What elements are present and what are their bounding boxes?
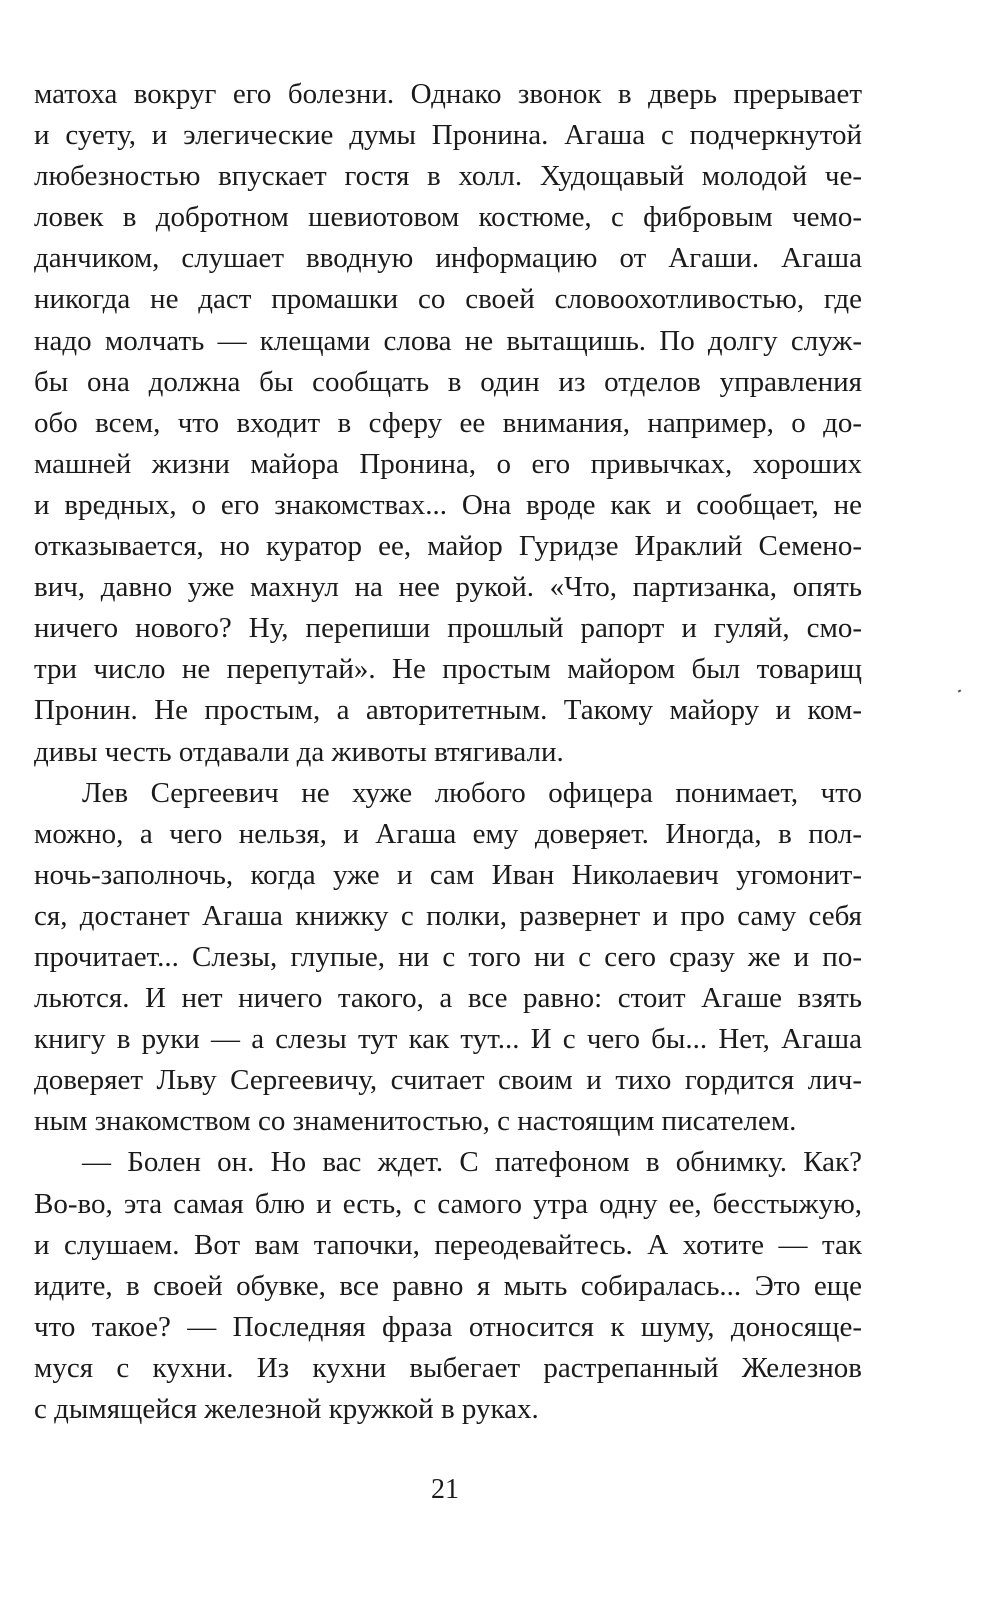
text-line: Пронин. Не простым, а авторитетным. Такому майору и ком- xyxy=(34,694,862,727)
text-line: обо всем, что входит в сферу ее внимания, например, о до- xyxy=(34,406,862,439)
text-line: три число не перепутай». Не простым майором был товарищ xyxy=(34,653,862,686)
text-line: матоха вокруг его болезни. Однако звонок в дверь прерывает xyxy=(34,78,862,110)
text-line: можно, а чего нельзя, и Агаша ему доверяет. Иногда, в пол- xyxy=(34,817,862,850)
text-line: ся, достанет Агаша книжку с полки, развернет и про саму себя xyxy=(34,899,862,932)
text-line: льются. И нет ничего такого, а все равно: стоит Агаше взять xyxy=(34,982,862,1015)
text-line: идите, в своей обувке, все равно я мыть собиралась... Это еще xyxy=(34,1269,862,1302)
text-line: с дымящейся железной кружкой в руках. xyxy=(34,1393,539,1425)
text-line: надо молчать — клещами слова не вытащишь. По долгу служ- xyxy=(34,324,862,357)
text-line: ным знакомством со знаменитостью, с настоящим писателем. xyxy=(34,1105,797,1138)
text-line: ловек в добротном шевиотовом костюме, с фибровым чемо- xyxy=(34,201,862,234)
text-line: машней жизни майора Пронина, о его привычках, хороших xyxy=(34,447,862,480)
print-speck xyxy=(958,689,962,692)
text-line: ночь-заполночь, когда уже и сам Иван Николаевич угомонит- xyxy=(34,858,862,891)
text-line: и суету, и элегические думы Пронина. Агаша с подчеркнутой xyxy=(34,119,862,152)
text-line: отказывается, но куратор ее, майор Гуридзе Ираклий Семено- xyxy=(34,530,862,563)
text-line: — Болен он. Но вас ждет. С патефоном в обнимку. Как? xyxy=(82,1146,862,1179)
text-line: доверяет Льву Сергеевичу, считает своим и тихо гордится лич- xyxy=(34,1064,862,1097)
text-line: и слушаем. Вот вам тапочки, переодевайтесь. А хотите — так xyxy=(34,1228,862,1261)
text-line: вич, давно уже махнул на нее рукой. «Что, партизанка, опять xyxy=(34,571,862,604)
text-line: книгу в руки — а слезы тут как тут... И с чего бы... Нет, Агаша xyxy=(34,1023,862,1056)
text-line: данчиком, слушает вводную информацию от Агаши. Агаша xyxy=(34,242,862,275)
paragraph-1 xyxy=(34,74,862,773)
page-number: 21 xyxy=(431,1474,459,1505)
text-line: Во-во, эта самая блю и есть, с самого утра одну ее, бесстыжую, xyxy=(34,1187,862,1220)
text-line: и вредных, о его знакомствах... Она вроде как и сообщает, не xyxy=(34,488,862,521)
text-line: ничего нового? Ну, перепиши прошлый рапорт и гуляй, смо- xyxy=(34,612,862,645)
text-line: Лев Сергеевич не хуже любого офицера понимает, что xyxy=(82,776,862,809)
text-line: любезностью впускает гостя в холл. Худощавый молодой че- xyxy=(34,160,862,193)
paragraph-3 xyxy=(34,1142,862,1430)
text-line: никогда не даст промашки со своей словоохотливостью, где xyxy=(34,283,862,316)
body-text xyxy=(34,74,862,1430)
text-line: дивы честь отдавали да животы втягивали. xyxy=(34,735,564,768)
paragraph-2 xyxy=(34,773,862,1143)
text-line: муся с кухни. Из кухни выбегает растрепанный Железнов xyxy=(34,1351,862,1384)
text-line: прочитает... Слезы, глупые, ни с того ни с сего сразу же и по- xyxy=(34,940,862,973)
text-line: бы она должна бы сообщать в один из отделов управления xyxy=(34,365,862,398)
text-line: что такое? — Последняя фраза относится к шуму, доносяще- xyxy=(34,1310,862,1343)
